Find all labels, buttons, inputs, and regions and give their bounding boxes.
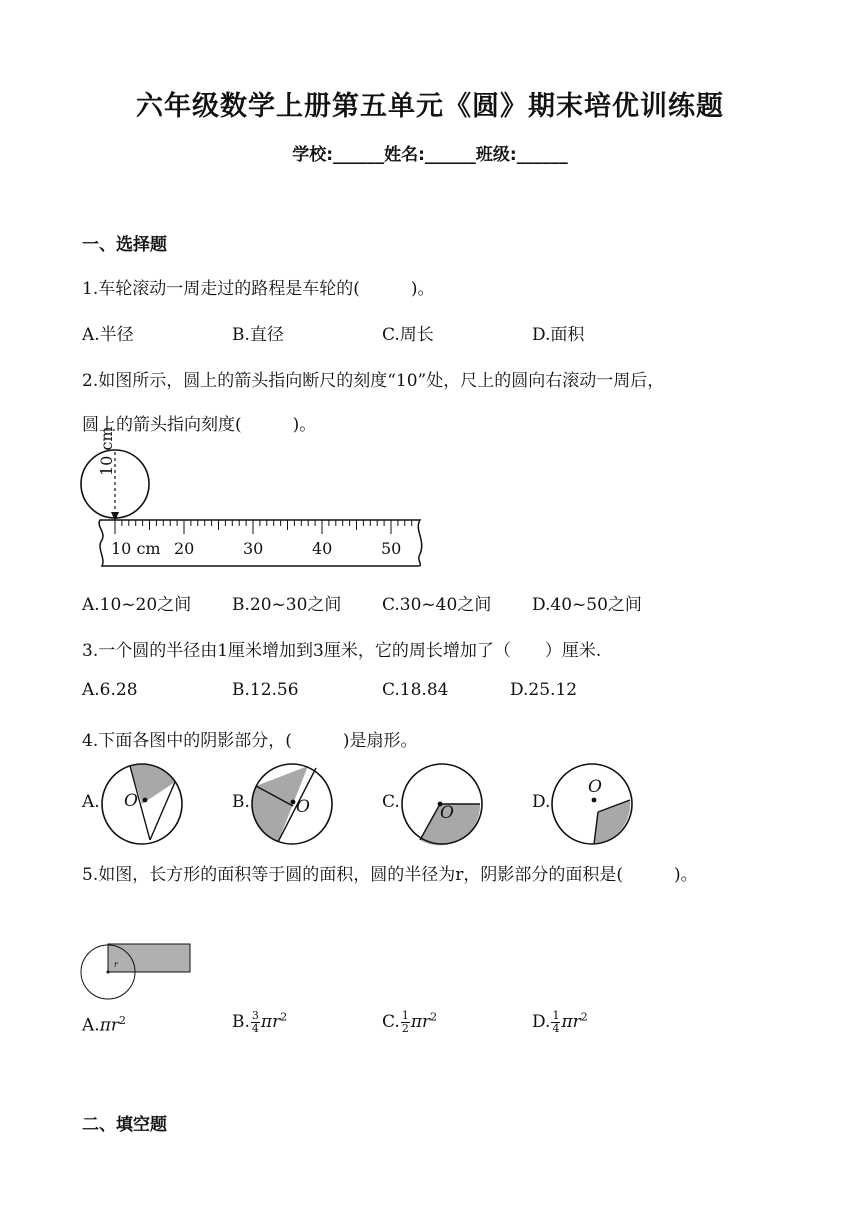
- option-exponent: 2: [580, 1010, 588, 1024]
- section-heading-choice: 一、选择题: [82, 235, 167, 255]
- question-4: 4.下面各图中的阴影部分，( )是扇形。: [82, 731, 418, 751]
- ruler-label-20: 20: [174, 539, 195, 558]
- option-expression: πr: [410, 1012, 431, 1032]
- fraction-denominator: 2: [401, 1022, 409, 1035]
- fraction: [401, 1010, 410, 1035]
- option-letter: D.: [532, 1012, 551, 1032]
- q3-option-a: A.6.28: [82, 680, 138, 700]
- q3-option-d: D.25.12: [510, 680, 578, 700]
- fraction-numerator: 1: [401, 1009, 409, 1022]
- q3-option-b: B.12.56: [232, 680, 299, 700]
- question-2-line-1: 2.如图所示，圆上的箭头指向断尺的刻度“10”处，尺上的圆向右滚动一周后，: [82, 371, 665, 391]
- q4-figure-b: [250, 762, 334, 846]
- q1-option-c: C.周长: [382, 325, 434, 345]
- center-o-label: O: [124, 791, 138, 811]
- section-heading-fill-in: 二、填空题: [82, 1115, 167, 1135]
- fraction-numerator: 1: [552, 1009, 560, 1022]
- fraction-numerator: 3: [251, 1009, 259, 1022]
- q5-option-d: [532, 1010, 588, 1035]
- option-expression: πr: [260, 1012, 281, 1032]
- option-expression: πr: [99, 1015, 119, 1036]
- q4-figure-d: [550, 762, 634, 846]
- page-title: 六年级数学上册第五单元《圆》期末培优训练题: [136, 91, 724, 122]
- fraction: [251, 1010, 260, 1035]
- q4-option-a: A.: [82, 792, 100, 812]
- option-exponent: 2: [280, 1010, 288, 1024]
- center-o-label: O: [440, 803, 454, 823]
- q5-option-a: [82, 1014, 126, 1036]
- q4-figure-c: [400, 762, 484, 846]
- ruler-label-40: 40: [312, 539, 333, 558]
- q5-option-c: [382, 1010, 437, 1035]
- ruler-label-30: 30: [243, 539, 264, 558]
- q2-option-b: B.20~30之间: [232, 595, 342, 615]
- fraction: [551, 1010, 560, 1035]
- q2-option-d: D.40~50之间: [532, 595, 642, 615]
- center-o-label: O: [588, 777, 602, 797]
- option-exponent: 2: [430, 1010, 438, 1024]
- q2-option-c: C.30~40之间: [382, 595, 492, 615]
- option-exponent: 2: [119, 1014, 126, 1027]
- q4-option-d: D.: [532, 792, 551, 812]
- q1-option-d: D.面积: [532, 325, 585, 345]
- q3-option-c: C.18.84: [382, 680, 449, 700]
- q4-option-c: C.: [382, 792, 400, 812]
- question-3: 3.一个圆的半径由1厘米增加到3厘米，它的周长增加了（ ）厘米.: [82, 641, 602, 661]
- q4-option-b: B.: [232, 792, 250, 812]
- q4-figure-a: [100, 762, 184, 846]
- option-letter: C.: [382, 1012, 400, 1032]
- question-1: 1.车轮滚动一周走过的路程是车轮的( )。: [82, 279, 435, 299]
- q1-option-b: B.直径: [232, 325, 284, 345]
- ruler-label-10cm: 10 cm: [111, 539, 161, 558]
- option-expression: πr: [561, 1012, 581, 1032]
- option-letter: A.: [82, 1015, 100, 1036]
- fraction-denominator: 4: [251, 1022, 259, 1035]
- question-2-line-2: 圆上的箭头指向刻度( )。: [82, 415, 317, 435]
- student-info-line: 学校:______姓名:______班级:______: [292, 145, 568, 165]
- question-5: 5.如图，长方形的面积等于圆的面积，圆的半径为r，阴影部分的面积是( )。: [82, 865, 698, 885]
- q2-option-a: A.10~20之间: [82, 595, 192, 615]
- circle-length-label: 10 cm: [97, 426, 116, 476]
- center-o-label: O: [296, 797, 310, 817]
- radius-label: r: [114, 960, 118, 969]
- q5-option-b: [232, 1010, 287, 1035]
- q5-figure: [80, 942, 200, 1004]
- ruler-ticks: [115, 520, 412, 534]
- ruler-label-50: 50: [381, 539, 402, 558]
- fraction-denominator: 4: [552, 1022, 560, 1035]
- q1-option-a: A.半径: [82, 325, 134, 345]
- option-letter: B.: [232, 1012, 250, 1032]
